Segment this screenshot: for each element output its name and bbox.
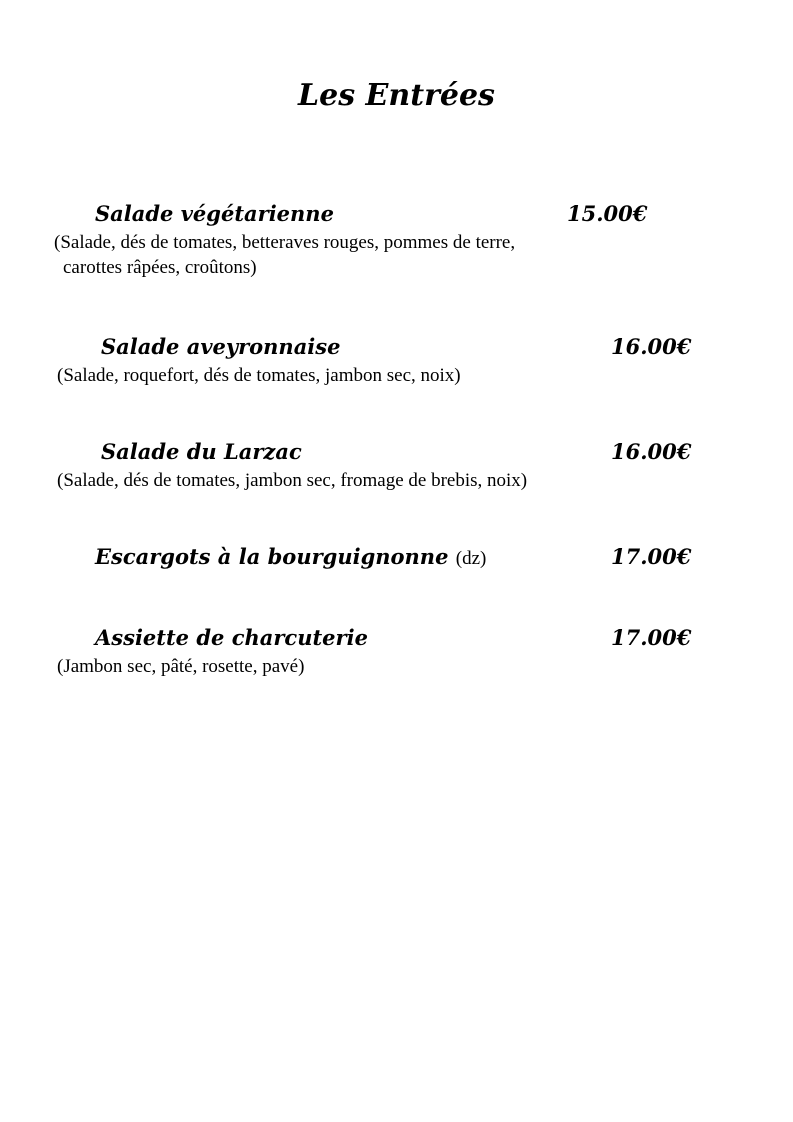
dish-description [57, 654, 304, 679]
dish-quantity-note: (dz) [455, 548, 487, 569]
menu-title: Les Entrées [298, 78, 495, 113]
dish-description [57, 363, 461, 388]
dish-price: 17.00€ [611, 625, 692, 650]
dish-price: 16.00€ [611, 439, 692, 464]
dish-name: Salade aveyronnaise [101, 334, 341, 359]
dish-description-line: (Salade, dés de tomates, jambon sec, fromage de brebis, noix) [57, 470, 528, 491]
dish-price: 17.00€ [611, 544, 692, 569]
dish-name: Salade végétarienne [95, 201, 334, 226]
dish-description-line: (Salade, dés de tomates, betteraves rouges, pommes de terre, [54, 232, 516, 253]
dish-price: 15.00€ [567, 201, 648, 226]
dish-description-line: (Jambon sec, pâté, rosette, pavé) [57, 656, 305, 677]
dish-name-with-note [95, 544, 486, 570]
dish-description-line: (Salade, roquefort, dés de tomates, jambon sec, noix) [57, 365, 461, 386]
dish-name: Salade du Larzac [101, 439, 302, 464]
dish-name: Escargots à la bourguignonne [95, 544, 449, 569]
dish-price: 16.00€ [611, 334, 692, 359]
dish-description [54, 230, 515, 280]
dish-description-line: carottes râpées, croûtons) [63, 257, 257, 278]
dish-description [57, 468, 527, 493]
dish-name: Assiette de charcuterie [95, 625, 368, 650]
